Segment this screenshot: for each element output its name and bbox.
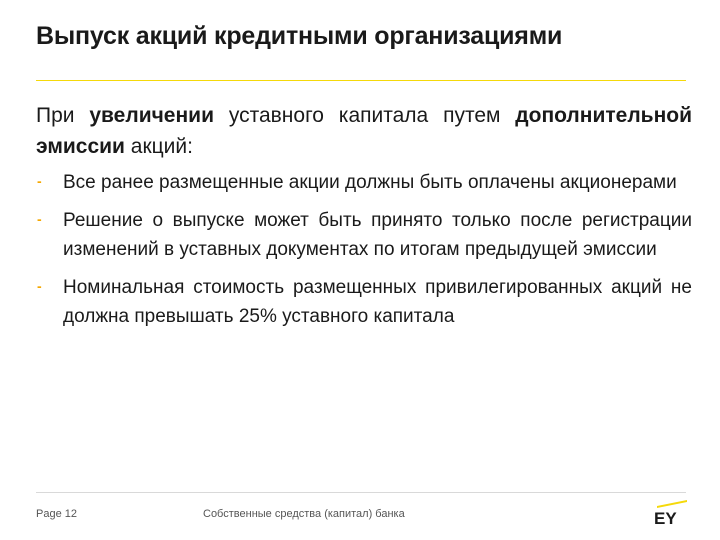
bullet-marker: - [37, 211, 42, 227]
logo-accent-bar [657, 500, 687, 508]
intro-text-3: акций: [124, 135, 193, 158]
intro-bold-increase: увеличении [89, 104, 214, 127]
bullet-item [36, 168, 692, 197]
intro-bold-emission: дополнительной эмиссии [36, 104, 692, 158]
intro-text-2: уставного капитала путем [213, 104, 516, 127]
bullet-text: Решение о выпуске может быть принято только после регистрации изменений в уставных документах по итогам предыдущей эмиссии [63, 210, 692, 260]
bullet-marker: - [37, 278, 42, 294]
bullet-item [36, 206, 692, 264]
bullet-marker: - [37, 173, 42, 189]
intro-paragraph [36, 100, 692, 162]
bullet-list [36, 168, 692, 331]
page-number: Page 12 [36, 508, 77, 520]
slide-content [36, 100, 692, 340]
footer-divider [36, 492, 686, 493]
slide-title: Выпуск акций кредитными организациями [36, 22, 563, 50]
logo-text: EY [654, 509, 677, 525]
bullet-text: Номинальная стоимость размещенных привилегированных акций не должна превышать 25% уставного капитала [63, 277, 692, 327]
bullet-item [36, 273, 692, 331]
bullet-text: Все ранее размещенные акции должны быть оплачены акционерами [63, 172, 677, 193]
intro-text-1: При [36, 104, 90, 127]
title-divider [36, 80, 686, 81]
footer-title: Собственные средства (капитал) банка [203, 508, 405, 520]
ey-logo-icon [653, 499, 689, 525]
